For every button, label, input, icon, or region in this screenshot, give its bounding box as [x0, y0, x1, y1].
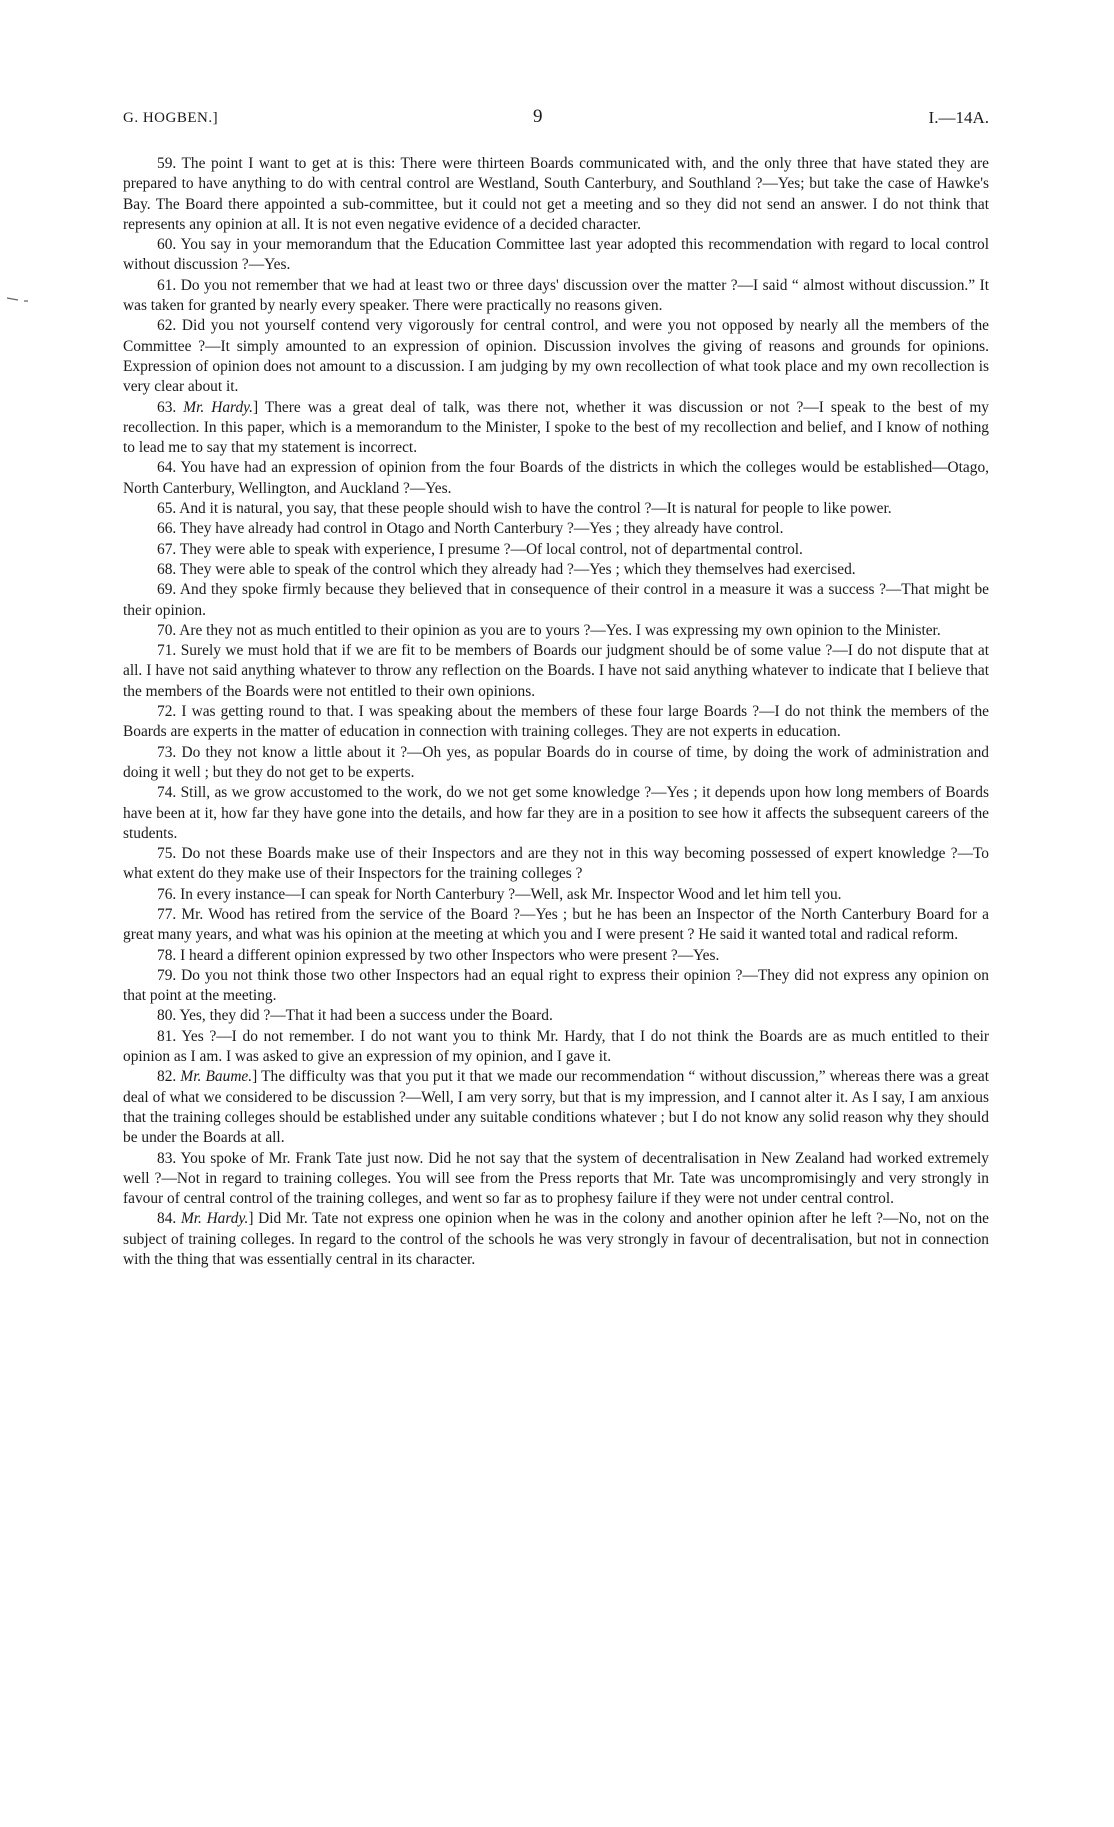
- question-paragraph-75: [123, 844, 989, 885]
- paragraph-text: ] There was a great deal of talk, was there not, whether it was discussion or not ?—I speak to the best of my recollection. In this paper, which is a memorandum to the Minister, I spoke to the best of my recollection and belief, and I know of nothing to lead me to say that my statement is incorrect.: [123, 398, 989, 457]
- question-paragraph-84: [123, 1209, 989, 1270]
- paragraph-text: 68. They were able to speak of the control which they already had ?—Yes ; which they themselves had exercised.: [157, 560, 856, 578]
- question-paragraph-73: [123, 743, 989, 784]
- paragraph-text: 78. I heard a different opinion expressed by two other Inspectors who were present ?—Yes.: [157, 946, 720, 964]
- question-paragraph-63: [123, 398, 989, 459]
- paragraph-text: 83. You spoke of Mr. Frank Tate just now. Did he not say that the system of decentralisation in New Zealand had worked extremely well ?—Not in regard to training colleges. You will see from the Press reports that Mr. Tate was uncompromisingly and very strongly in favour of central control of the training colleges, and went so far as to prophesy failure if they were not under central control.: [123, 1149, 989, 1208]
- question-paragraph-72: [123, 702, 989, 743]
- question-paragraph-77: [123, 905, 989, 946]
- paragraph-text: 65. And it is natural, you say, that these people should wish to have the control ?—It is natural for people to like power.: [157, 500, 892, 518]
- question-paragraph-82: [123, 1067, 989, 1148]
- page-number: 9: [533, 106, 543, 127]
- question-paragraph-76: [123, 885, 989, 905]
- paragraph-text: 62. Did you not yourself contend very vigorously for central control, and were you not opposed by nearly all the members of the Committee ?—It simply amounted to an expression of opinion. Discussion involves the giving of reasons and grounds for opinions. Expression of opinion does not amount to a discussion. I am judging by my own recollection of what took place and my own recollection is very clear about it.: [123, 317, 989, 396]
- paragraph-text: 67. They were able to speak with experience, I presume ?—Of local control, not of departmental control.: [157, 540, 803, 558]
- question-number: 63.: [157, 398, 177, 416]
- paragraph-text: 72. I was getting round to that. I was speaking about the members of these four large Boards ?—I do not think the members of the Boards are experts in the matter of education in connection with training colleges. They are not experts in education.: [123, 703, 989, 741]
- question-paragraph-79: [123, 966, 989, 1007]
- paragraph-text: 66. They have already had control in Otago and North Canterbury ?—Yes ; they already have control.: [157, 520, 784, 538]
- question-paragraph-69: [123, 580, 989, 621]
- question-paragraph-60: [123, 235, 989, 276]
- margin-mark: [6, 295, 30, 303]
- question-paragraph-66: [123, 519, 989, 539]
- paragraph-text: 61. Do you not remember that we had at least two or three days' discussion over the matter ?—I said “ almost without discussion.” It was taken for granted by nearly every speaker. There were practically no reasons given.: [123, 276, 989, 315]
- paragraph-text: 77. Mr. Wood has retired from the service of the Board ?—Yes ; but he has been an Inspector of the North Canterbury Board for a great many years, and what was his opinion at the meeting at which you and I were present ? He said it wanted total and radical reform.: [123, 905, 989, 944]
- question-paragraph-67: [123, 540, 989, 560]
- paragraph-text: 76. In every instance—I can speak for North Canterbury ?—Well, ask Mr. Inspector Wood and let him tell you.: [157, 885, 842, 903]
- question-paragraph-74: [123, 783, 989, 844]
- header-paper-reference: I.—14A.: [928, 108, 989, 127]
- question-number: 84.: [157, 1210, 177, 1228]
- question-paragraph-64: [123, 458, 989, 499]
- question-paragraph-70: [123, 621, 989, 641]
- minutes-of-evidence-text: [123, 154, 989, 1270]
- speaker-name: Mr. Baume.: [180, 1068, 253, 1086]
- paragraph-text: ] The difficulty was that you put it that we made our recommendation “ without discussion,” whereas there was a great deal of what we considered to be discussion ?—Well, I am very sorry, but that is my impression, and I cannot alter it. As I say, I am anxious that the training colleges should be established under any suitable conditions whatever ; but I do not know any solid reason why they should be under the Boards at all.: [123, 1068, 990, 1147]
- header-witness-name: G. HOGBEN.]: [123, 110, 219, 126]
- paragraph-text: 74. Still, as we grow accustomed to the work, do we not get some knowledge ?—Yes ; it depends upon how long members of Boards have been at it, how far they have gone into the details, and how far they are in a position to see how it affects the subsequent careers of the students.: [123, 784, 989, 842]
- running-header: [123, 106, 989, 132]
- paragraph-text: 70. Are they not as much entitled to their opinion as you are to yours ?—Yes. I was expressing my own opinion to the Minister.: [157, 621, 941, 639]
- question-paragraph-80: [123, 1006, 989, 1026]
- paragraph-text: 64. You have had an expression of opinion from the four Boards of the districts in which the colleges would be established—Otago, North Canterbury, Wellington, and Auckland ?—Yes.: [123, 459, 989, 497]
- question-paragraph-68: [123, 560, 989, 580]
- question-paragraph-65: [123, 499, 989, 519]
- paragraph-text: 60. You say in your memorandum that the Education Committee last year adopted this recommendation with regard to local control without discussion ?—Yes.: [123, 236, 989, 274]
- paragraph-text: 79. Do you not think those two other Inspectors had an equal right to express their opinion ?—They did not express any opinion on that point at the meeting.: [123, 966, 989, 1005]
- question-paragraph-83: [123, 1149, 989, 1210]
- question-paragraph-78: [123, 946, 989, 966]
- paragraph-text: 75. Do not these Boards make use of their Inspectors and are they not in this way becoming possessed of expert knowledge ?—To what extent do they make use of their Inspectors for the training colleges ?: [123, 845, 989, 883]
- paragraph-text: ] Did Mr. Tate not express one opinion when he was in the colony and another opinion after he left ?—No, not on the subject of training colleges. In regard to the control of the schools he was very strongly in favour of decentralisation, but not in connection with the thing that was essentially central in its character.: [123, 1210, 989, 1269]
- question-paragraph-71: [123, 641, 989, 702]
- question-paragraph-81: [123, 1027, 989, 1068]
- paragraph-text: 71. Surely we must hold that if we are fit to be members of Boards our judgment should be of some value ?—I do not dispute that at all. I have not said anything whatever to throw any reflection on the Boards. I have not said anything whatever to indicate that I believe that the members of the Boards were not entitled to their own opinions.: [123, 642, 989, 700]
- speaker-name: Mr. Hardy.: [180, 1210, 249, 1228]
- paragraph-text: 69. And they spoke firmly because they believed that in consequence of their control in a measure it was a success ?—That might be their opinion.: [123, 581, 989, 619]
- question-paragraph-62: [123, 316, 989, 397]
- paragraph-text: 73. Do they not know a little about it ?—Oh yes, as popular Boards do in course of time, by doing the work of administration and doing it well ; but they do not get to be experts.: [123, 743, 989, 781]
- paragraph-text: 59. The point I want to get at is this: There were thirteen Boards communicated with, and the only three that have stated they are prepared to have anything to do with central control are Westland, South Canterbury, and Southland ?—Yes; but take the case of Hawke's Bay. The Board there appointed a sub-committee, but it could not get a meeting and so they did not send an answer. I do not think that represents any opinion at all. It is not even negative evidence of a decided character.: [123, 155, 989, 233]
- question-paragraph-61: [123, 276, 989, 317]
- question-number: 82.: [157, 1068, 177, 1086]
- question-paragraph-59: [123, 154, 989, 235]
- paragraph-text: 81. Yes ?—I do not remember. I do not want you to think Mr. Hardy, that I do not think the Boards are as much entitled to their opinion as I am. I was asked to give an expression of my opinion, and I gave it.: [123, 1027, 989, 1066]
- speaker-name: Mr. Hardy.: [183, 398, 253, 416]
- paragraph-text: 80. Yes, they did ?—That it had been a success under the Board.: [157, 1007, 553, 1025]
